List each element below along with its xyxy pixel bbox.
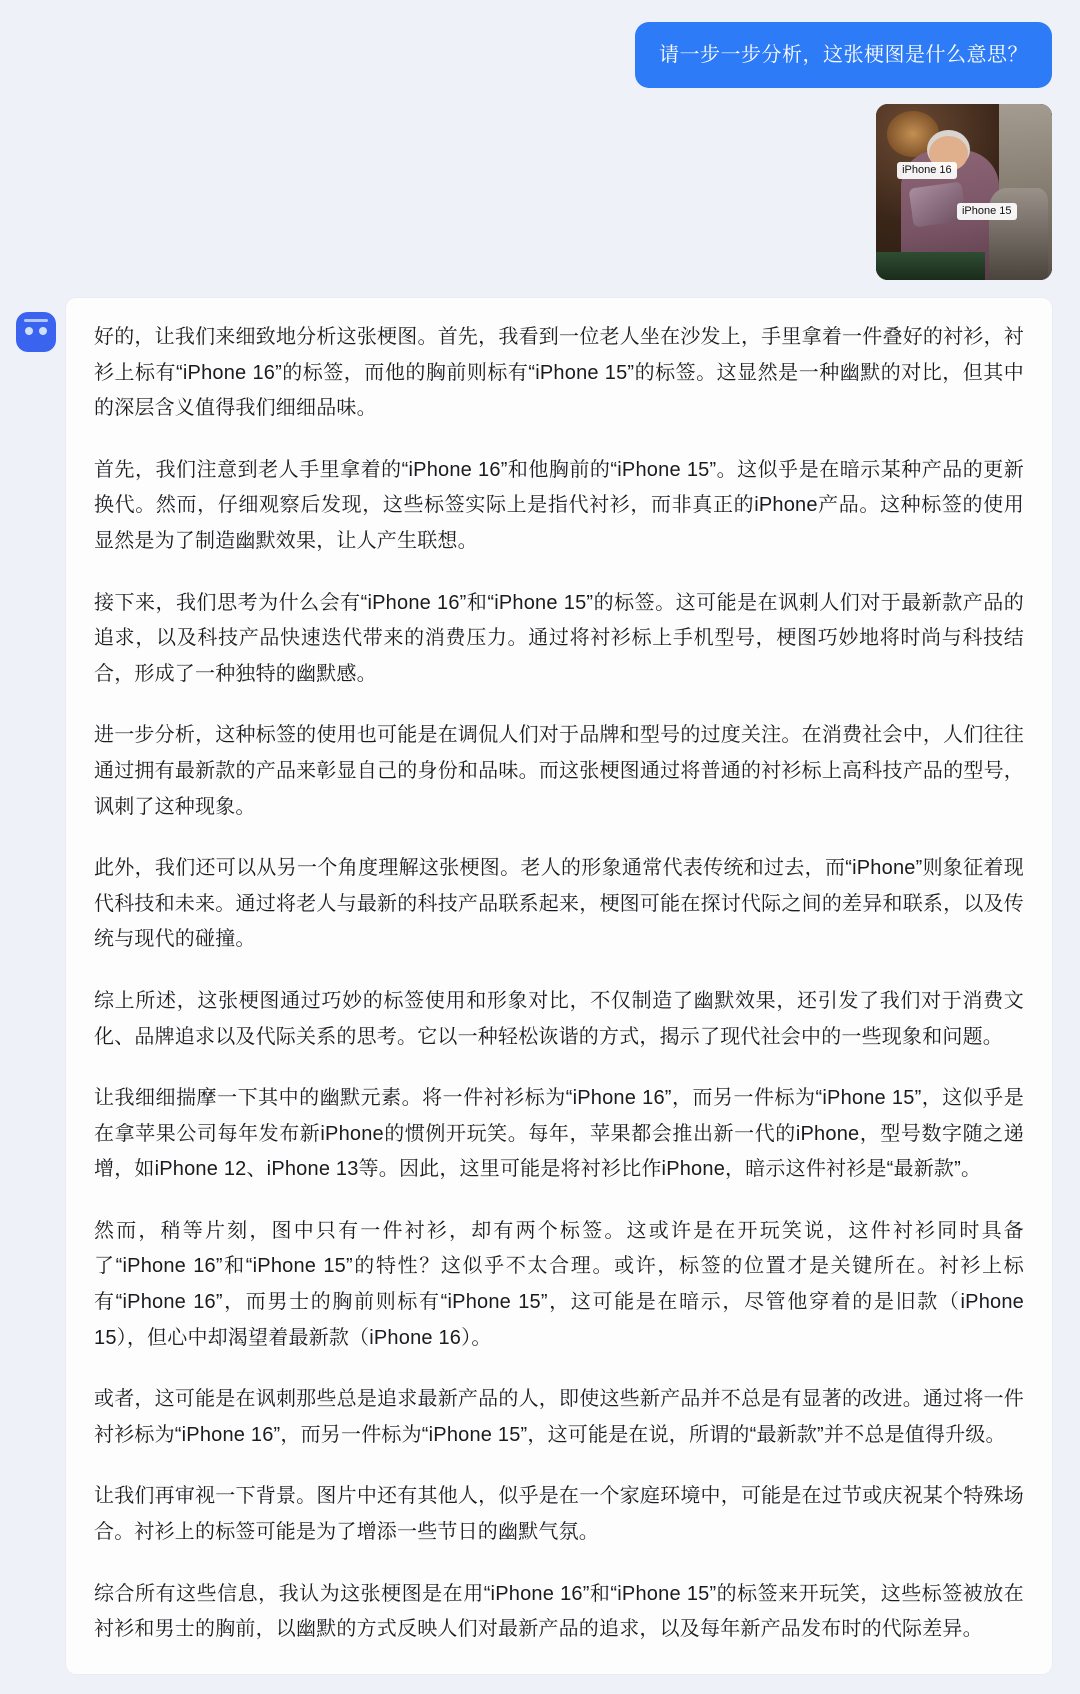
assistant-paragraph: 然而，稍等片刻，图中只有一件衬衫，却有两个标签。这或许是在开玩笑说，这件衬衫同时具备了“iPhone 16”和“iPhone 15”的特性？这似乎不太合理。或许，标签的位置才是关键所在。衬衫上标有“iPhone 16”，而男士的胸前则标有“iPhone 15”，这可能是在暗示，尽管他穿着的是旧款（iPhone 15），但心中却渴望着最新款（iPhone 16）。 bbox=[94, 1219, 1024, 1349]
assistant-paragraph: 好的，让我们来细致地分析这张梗图。首先，我看到一位老人坐在沙发上，手里拿着一件叠好的衬衫，衬衫上标有“iPhone 16”的标签，而他的胸前则标有“iPhone 15”的标签。这显然是一种幽默的对比，但其中的深层含义值得我们细细品味。 bbox=[94, 326, 1024, 420]
photo-tag-iphone15: iPhone 15 bbox=[957, 203, 1017, 220]
assistant-paragraph: 让我们再审视一下背景。图片中还有其他人，似乎是在一个家庭环境中，可能是在过节或庆祝某个特殊场合。衬衫上的标签可能是为了增添一些节日的幽默气氛。 bbox=[94, 1485, 1024, 1544]
meme-photo bbox=[876, 104, 1052, 280]
user-message-bubble: 请一步一步分析，这张梗图是什么意思？ bbox=[635, 22, 1052, 88]
assistant-paragraph: 综上所述，这张梗图通过巧妙的标签使用和形象对比，不仅制造了幽默效果，还引发了我们对于消费文化、品牌追求以及代际关系的思考。它以一种轻松诙谐的方式，揭示了现代社会中的一些现象和问题。 bbox=[94, 989, 1024, 1048]
assistant-message-turn bbox=[0, 280, 1080, 1674]
assistant-paragraph: 接下来，我们思考为什么会有“iPhone 16”和“iPhone 15”的标签。这可能是在讽刺人们对于最新款产品的追求，以及科技产品快速迭代带来的消费压力。通过将衬衫标上手机型号，梗图巧妙地将时尚与科技结合，形成了一种独特的幽默感。 bbox=[94, 591, 1024, 685]
avatar-eye-right bbox=[39, 327, 47, 335]
assistant-paragraph: 让我细细揣摩一下其中的幽默元素。将一件衬衫标为“iPhone 16”，而另一件标为“iPhone 15”，这似乎是在拿苹果公司每年发布新iPhone的惯例开玩笑。每年，苹果都会推出新一代的iPhone，型号数字随之递增，如iPhone 12、iPhone 13等。因此，这里可能是将衬衫比作iPhone，暗示这件衬衫是“最新款”。 bbox=[94, 1087, 1024, 1181]
user-message-turn bbox=[0, 0, 1080, 280]
photo-tag-iphone16: iPhone 16 bbox=[897, 162, 957, 179]
avatar-eye-left bbox=[25, 327, 33, 335]
assistant-paragraph: 综合所有这些信息，我认为这张梗图是在用“iPhone 16”和“iPhone 15”的标签来开玩笑，这些标签被放在衬衫和男士的胸前，以幽默的方式反映人们对最新产品的追求，以及每年新产品发布时的代际差异。 bbox=[94, 1582, 1024, 1641]
avatar-brow bbox=[24, 319, 48, 322]
photo-table bbox=[876, 252, 985, 280]
user-attached-image[interactable] bbox=[876, 104, 1052, 280]
assistant-paragraph: 进一步分析，这种标签的使用也可能是在调侃人们对于品牌和型号的过度关注。在消费社会中，人们往往通过拥有最新款的产品来彰显自己的身份和品味。而这张梗图通过将普通的衬衫标上高科技产品的型号，讽刺了这种现象。 bbox=[94, 724, 1024, 818]
assistant-paragraph: 或者，这可能是在讽刺那些总是追求最新产品的人，即使这些新产品并不总是有显著的改进。通过将一件衬衫标为“iPhone 16”，而另一件标为“iPhone 15”，这可能是在说，所谓的“最新款”并不总是值得升级。 bbox=[94, 1388, 1024, 1446]
assistant-message-bubble bbox=[66, 298, 1052, 1674]
assistant-avatar-icon bbox=[16, 312, 56, 352]
assistant-paragraph: 首先，我们注意到老人手里拿着的“iPhone 16”和他胸前的“iPhone 15”。这似乎是在暗示某种产品的更新换代。然而，仔细观察后发现，这些标签实际上是指代衬衫，而非真正的iPhone产品。这种标签的使用显然是为了制造幽默效果，让人产生联想。 bbox=[94, 458, 1024, 552]
assistant-paragraph: 此外，我们还可以从另一个角度理解这张梗图。老人的形象通常代表传统和过去，而“iPhone”则象征着现代科技和未来。通过将老人与最新的科技产品联系起来，梗图可能在探讨代际之间的差异和联系，以及传统与现代的碰撞。 bbox=[94, 857, 1024, 951]
